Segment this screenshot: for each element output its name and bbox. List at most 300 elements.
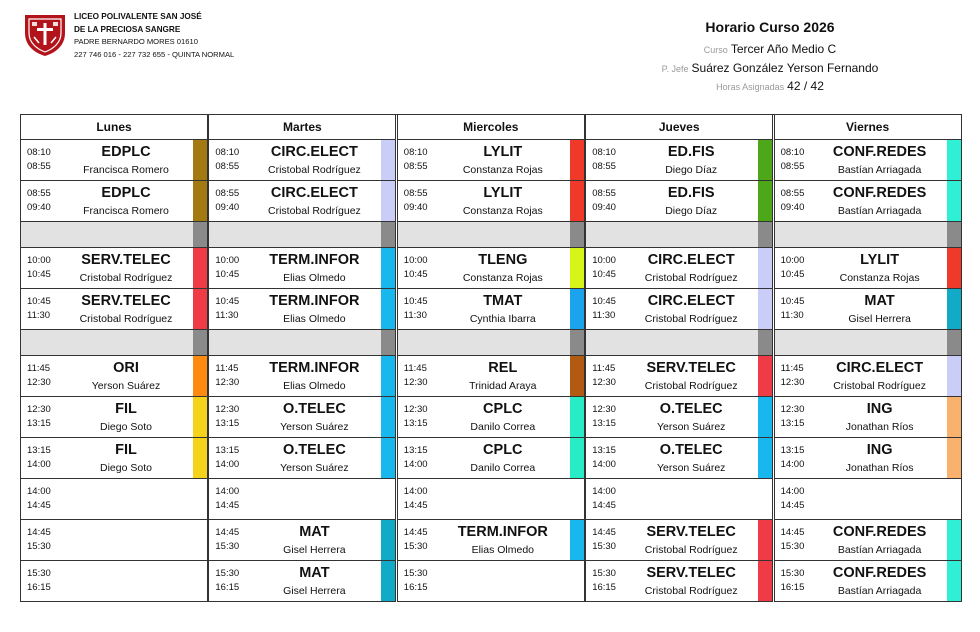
subject-code: CIRC.ELECT [647, 252, 735, 268]
day-column-jueves [585, 115, 773, 597]
end-time: 13:15 [592, 418, 616, 429]
break-color-bar [570, 330, 584, 355]
schedule-cell [397, 181, 585, 222]
teacher-name: Yerson Suárez [656, 462, 726, 474]
end-time: 15:30 [780, 541, 805, 552]
start-time: 12:30 [780, 404, 805, 415]
end-time: 11:30 [592, 310, 616, 321]
subject-color-bar [570, 140, 584, 180]
teacher-name: Trinidad Araya [469, 380, 537, 392]
subject-code: SERV.TELEC [81, 252, 171, 268]
schedule-cell [397, 438, 585, 479]
schedule-cell [585, 289, 773, 330]
end-time: 14:45 [27, 500, 51, 511]
subject-color-bar [381, 248, 395, 288]
schedule-cell [20, 248, 208, 289]
subject-code: ORI [113, 360, 139, 376]
horas-value: 42 / 42 [787, 79, 824, 93]
end-time: 15:30 [592, 541, 616, 552]
schedule-cell [774, 181, 962, 222]
teacher-name: Gisel Herrera [283, 544, 346, 556]
subject-code: MAT [299, 565, 330, 581]
end-time: 13:15 [403, 418, 428, 429]
end-time: 12:30 [27, 377, 51, 388]
end-time: 11:30 [780, 310, 804, 321]
subject-color-bar [193, 356, 207, 396]
schedule-cell [585, 520, 773, 561]
schedule-cell [208, 438, 396, 479]
schedule-cell [585, 561, 773, 602]
schedule-cell [20, 520, 208, 561]
start-time: 12:30 [403, 404, 428, 415]
end-time: 12:30 [403, 377, 428, 388]
start-time: 11:45 [780, 363, 804, 374]
subject-color-bar [381, 438, 395, 478]
end-time: 10:45 [27, 269, 51, 280]
subject-code: EDPLC [101, 144, 151, 160]
subject-code: SERV.TELEC [81, 293, 171, 309]
subject-color-bar [193, 248, 207, 288]
start-time: 08:55 [27, 188, 51, 199]
subject-code: LYLIT [483, 144, 523, 160]
start-time: 10:00 [215, 255, 240, 266]
break-color-bar [947, 222, 961, 247]
end-time: 16:15 [215, 582, 240, 593]
schedule-cell [397, 248, 585, 289]
curso-label: Curso [703, 45, 728, 55]
day-column-martes [208, 115, 396, 597]
end-time: 15:30 [27, 541, 51, 552]
subject-color-bar [947, 438, 961, 478]
schedule-cell [20, 561, 208, 602]
school-info [74, 11, 234, 61]
subject-code: ED.FIS [667, 185, 715, 201]
end-time: 14:00 [403, 459, 428, 470]
end-time: 15:30 [403, 541, 428, 552]
end-time: 08:55 [27, 161, 51, 172]
end-time: 10:45 [215, 269, 240, 280]
subject-code: TMAT [483, 293, 523, 309]
schedule-cell [208, 181, 396, 222]
subject-code: FIL [115, 401, 137, 417]
teacher-name: Danilo Correa [470, 462, 536, 474]
subject-color-bar [570, 248, 584, 288]
schedule-cell [20, 479, 208, 520]
start-time: 11:45 [215, 363, 239, 374]
subject-color-bar [758, 561, 772, 601]
school-name-line2: DE LA PRECIOSA SANGRE [74, 24, 181, 34]
subject-color-bar [758, 140, 772, 180]
start-time: 14:45 [403, 527, 428, 538]
start-time: 14:45 [215, 527, 240, 538]
schedule-cell [585, 140, 773, 181]
subject-color-bar [193, 181, 207, 221]
school-phone: 227 746 016 - 227 732 655 - QUINTA NORMAL [74, 49, 235, 59]
teacher-name: Bastían Arriagada [837, 585, 922, 597]
end-time: 13:15 [780, 418, 805, 429]
teacher-name: Diego Díaz [665, 205, 718, 217]
break-row [774, 330, 962, 356]
teacher-name: Cristobal Rodríguez [79, 272, 173, 284]
teacher-name: Diego Soto [100, 421, 152, 433]
day-column-miercoles [397, 115, 585, 593]
teacher-name: Jonathan Ríos [845, 462, 914, 474]
break-row [397, 330, 585, 356]
schedule-cell [397, 140, 585, 181]
teacher-name: Constanza Rojas [462, 164, 543, 176]
schedule-cell [585, 438, 773, 479]
break-color-bar [570, 222, 584, 247]
subject-code: REL [488, 360, 518, 376]
subject-color-bar [570, 438, 584, 478]
teacher-name: Gisel Herrera [283, 585, 346, 597]
teacher-name: Danilo Correa [470, 421, 536, 433]
start-time: 12:30 [27, 404, 51, 415]
subject-color-bar [947, 356, 961, 396]
subject-code: TERM.INFOR [269, 293, 360, 309]
end-time: 16:15 [403, 582, 428, 593]
start-time: 14:45 [780, 527, 805, 538]
schedule-cell [397, 479, 585, 520]
teacher-name: Cristobal Rodríguez [267, 205, 361, 217]
subject-color-bar [193, 438, 207, 478]
end-time: 16:15 [27, 582, 51, 593]
end-time: 14:45 [780, 500, 805, 511]
start-time: 10:00 [592, 255, 616, 266]
subject-code: ING [866, 442, 893, 458]
end-time: 11:30 [403, 310, 427, 321]
day-header: Miercoles [397, 115, 585, 140]
page-title: Horario Curso 2026 [705, 19, 835, 35]
teacher-name: Cristobal Rodríguez [644, 380, 738, 392]
start-time: 12:30 [592, 404, 616, 415]
teacher-name: Elias Olmedo [283, 380, 346, 392]
subject-code: FIL [115, 442, 137, 458]
teacher-name: Yerson Suárez [280, 421, 349, 433]
schedule-cell [585, 356, 773, 397]
subject-code: CIRC.ELECT [270, 144, 358, 160]
break-row [397, 222, 585, 248]
break-color-bar [758, 330, 772, 355]
end-time: 09:40 [27, 202, 51, 213]
teacher-name: Cristobal Rodríguez [644, 544, 738, 556]
break-row [585, 330, 773, 356]
teacher-name: Cristobal Rodríguez [79, 313, 173, 325]
schedule-cell [585, 479, 773, 520]
day-column-lunes [20, 115, 208, 593]
start-time: 13:15 [27, 445, 51, 456]
schedule-cell [774, 397, 962, 438]
end-time: 08:55 [403, 161, 428, 172]
start-time: 14:00 [27, 486, 51, 497]
end-time: 14:00 [780, 459, 805, 470]
subject-code: EDPLC [101, 185, 151, 201]
subject-code: CIRC.ELECT [836, 360, 924, 376]
schedule-cell [208, 479, 396, 520]
start-time: 12:30 [215, 404, 240, 415]
teacher-name: Yerson Suárez [280, 462, 349, 474]
teacher-name: Cynthia Ibarra [469, 313, 536, 325]
subject-color-bar [570, 520, 584, 560]
day-header: Viernes [774, 115, 962, 140]
schedule-cell [397, 520, 585, 561]
start-time: 10:00 [403, 255, 428, 266]
subject-color-bar [758, 520, 772, 560]
break-color-bar [947, 330, 961, 355]
teacher-name: Constanza Rojas [462, 272, 543, 284]
end-time: 13:15 [215, 418, 240, 429]
start-time: 14:45 [592, 527, 616, 538]
start-time: 13:15 [592, 445, 616, 456]
subject-code: SERV.TELEC [646, 524, 736, 540]
start-time: 10:45 [592, 296, 616, 307]
start-time: 13:15 [215, 445, 240, 456]
break-row [774, 222, 962, 248]
subject-color-bar [570, 356, 584, 396]
start-time: 15:30 [592, 568, 616, 579]
curso-value: Tercer Año Medio C [730, 42, 837, 56]
subject-code: CONF.REDES [832, 144, 927, 160]
horas-info [640, 77, 900, 95]
end-time: 12:30 [215, 377, 240, 388]
schedule-cell [774, 248, 962, 289]
schedule-cell [20, 289, 208, 330]
end-time: 14:00 [27, 459, 51, 470]
start-time: 11:45 [592, 363, 616, 374]
subject-color-bar [381, 561, 395, 601]
break-color-bar [193, 330, 207, 355]
start-time: 10:45 [215, 296, 240, 307]
start-time: 10:00 [780, 255, 805, 266]
subject-color-bar [381, 289, 395, 329]
teacher-name: Yerson Suárez [656, 421, 726, 433]
subject-color-bar [758, 248, 772, 288]
teacher-name: Diego Díaz [665, 164, 718, 176]
start-time: 15:30 [780, 568, 805, 579]
subject-code: MAT [864, 293, 895, 309]
end-time: 09:40 [780, 202, 805, 213]
teacher-name: Cristobal Rodríguez [644, 313, 738, 325]
teacher-name: Cristobal Rodríguez [644, 272, 738, 284]
schedule-cell [208, 520, 396, 561]
end-time: 10:45 [780, 269, 805, 280]
subject-color-bar [758, 289, 772, 329]
day-column-viernes [774, 115, 962, 597]
teacher-name: Jonathan Ríos [845, 421, 914, 433]
schedule-cell [208, 561, 396, 602]
teacher-name: Bastían Arriagada [837, 164, 922, 176]
day-header: Jueves [585, 115, 773, 140]
break-color-bar [381, 222, 395, 247]
break-row [208, 222, 396, 248]
subject-code: CPLC [483, 442, 523, 458]
teacher-name: Francisca Romero [83, 164, 169, 176]
subject-color-bar [193, 140, 207, 180]
subject-code: CPLC [483, 401, 523, 417]
subject-color-bar [193, 397, 207, 437]
end-time: 12:30 [780, 377, 805, 388]
schedule-cell [774, 479, 962, 520]
subject-code: O.TELEC [659, 401, 723, 417]
end-time: 14:45 [215, 500, 240, 511]
schedule-cell [20, 438, 208, 479]
subject-color-bar [758, 397, 772, 437]
break-row [20, 330, 208, 356]
jefe-value: Suárez González Yerson Fernando [691, 61, 879, 75]
end-time: 13:15 [27, 418, 51, 429]
end-time: 11:30 [215, 310, 239, 321]
end-time: 14:45 [592, 500, 616, 511]
subject-code: TERM.INFOR [457, 524, 548, 540]
schedule-cell [585, 397, 773, 438]
break-row [585, 222, 773, 248]
start-time: 08:55 [403, 188, 428, 199]
schedule-cell [774, 356, 962, 397]
subject-color-bar [947, 289, 961, 329]
schedule-cell [397, 289, 585, 330]
subject-code: O.TELEC [282, 401, 346, 417]
end-time: 09:40 [215, 202, 240, 213]
schedule-cell [774, 438, 962, 479]
end-time: 10:45 [403, 269, 428, 280]
subject-color-bar [570, 397, 584, 437]
teacher-name: Francisca Romero [83, 205, 169, 217]
start-time: 15:30 [215, 568, 240, 579]
day-header: Martes [208, 115, 396, 140]
subject-code: LYLIT [860, 252, 900, 268]
start-time: 13:15 [780, 445, 805, 456]
schedule-cell [20, 140, 208, 181]
schedule-cell [208, 248, 396, 289]
break-color-bar [758, 222, 772, 247]
end-time: 09:40 [403, 202, 428, 213]
teacher-name: Bastían Arriagada [837, 205, 922, 217]
start-time: 14:00 [403, 486, 428, 497]
subject-code: ED.FIS [667, 144, 715, 160]
teacher-name: Yerson Suárez [91, 380, 161, 392]
subject-color-bar [570, 181, 584, 221]
jefe-info [600, 59, 940, 77]
subject-color-bar [947, 248, 961, 288]
subject-code: TERM.INFOR [269, 360, 360, 376]
start-time: 08:55 [215, 188, 240, 199]
jefe-label: P. Jefe [661, 64, 689, 74]
break-row [20, 222, 208, 248]
start-time: 10:45 [27, 296, 51, 307]
subject-code: TLENG [478, 252, 528, 268]
start-time: 08:10 [780, 147, 805, 158]
subject-color-bar [570, 289, 584, 329]
subject-color-bar [947, 397, 961, 437]
start-time: 13:15 [403, 445, 428, 456]
end-time: 10:45 [592, 269, 616, 280]
end-time: 16:15 [780, 582, 805, 593]
start-time: 08:55 [780, 188, 805, 199]
start-time: 14:45 [27, 527, 51, 538]
start-time: 10:45 [780, 296, 805, 307]
start-time: 15:30 [27, 568, 51, 579]
schedule-cell [208, 289, 396, 330]
subject-code: CONF.REDES [832, 185, 927, 201]
subject-code: TERM.INFOR [269, 252, 360, 268]
subject-color-bar [381, 140, 395, 180]
schedule-cell [585, 181, 773, 222]
start-time: 14:00 [780, 486, 805, 497]
subject-code: MAT [299, 524, 330, 540]
end-time: 16:15 [592, 582, 616, 593]
subject-code: SERV.TELEC [646, 360, 736, 376]
end-time: 14:00 [592, 459, 616, 470]
schedule-grid [20, 114, 962, 597]
teacher-name: Diego Soto [100, 462, 152, 474]
schedule-cell [20, 181, 208, 222]
subject-color-bar [758, 356, 772, 396]
subject-color-bar [947, 520, 961, 560]
start-time: 08:10 [27, 147, 51, 158]
teacher-name: Elias Olmedo [283, 313, 346, 325]
teacher-name: Bastían Arriagada [837, 544, 922, 556]
start-time: 10:45 [403, 296, 428, 307]
start-time: 14:00 [592, 486, 616, 497]
subject-color-bar [381, 181, 395, 221]
subject-color-bar [381, 397, 395, 437]
subject-color-bar [381, 520, 395, 560]
school-address: PADRE BERNARDO MORES 01610 [74, 37, 198, 46]
schedule-cell [774, 520, 962, 561]
schedule-cell [774, 289, 962, 330]
school-crest-logo [22, 11, 68, 57]
end-time: 08:55 [780, 161, 805, 172]
subject-code: ING [866, 401, 893, 417]
subject-code: SERV.TELEC [646, 565, 736, 581]
teacher-name: Elias Olmedo [471, 544, 535, 556]
break-color-bar [381, 330, 395, 355]
school-name-line1: LICEO POLIVALENTE SAN JOSÉ [74, 12, 202, 21]
start-time: 11:45 [403, 363, 427, 374]
teacher-name: Cristobal Rodríguez [267, 164, 361, 176]
end-time: 09:40 [592, 202, 616, 213]
subject-code: CIRC.ELECT [270, 185, 358, 201]
subject-code: CONF.REDES [832, 565, 927, 581]
end-time: 11:30 [27, 310, 51, 321]
teacher-name: Gisel Herrera [848, 313, 911, 325]
schedule-cell [397, 561, 585, 602]
start-time: 08:55 [592, 188, 616, 199]
subject-color-bar [381, 356, 395, 396]
teacher-name: Constanza Rojas [839, 272, 920, 284]
start-time: 08:10 [215, 147, 240, 158]
schedule-cell [208, 356, 396, 397]
subject-color-bar [758, 181, 772, 221]
subject-color-bar [758, 438, 772, 478]
end-time: 14:00 [215, 459, 240, 470]
subject-color-bar [193, 289, 207, 329]
teacher-name: Constanza Rojas [462, 205, 543, 217]
teacher-name: Cristobal Rodríguez [644, 585, 738, 597]
schedule-cell [774, 140, 962, 181]
start-time: 10:00 [27, 255, 51, 266]
end-time: 08:55 [592, 161, 616, 172]
break-row [208, 330, 396, 356]
start-time: 14:00 [215, 486, 240, 497]
start-time: 08:10 [403, 147, 428, 158]
schedule-cell [397, 356, 585, 397]
end-time: 12:30 [592, 377, 616, 388]
schedule-cell [20, 356, 208, 397]
subject-code: CONF.REDES [832, 524, 927, 540]
day-header: Lunes [20, 115, 208, 140]
subject-code: O.TELEC [282, 442, 346, 458]
